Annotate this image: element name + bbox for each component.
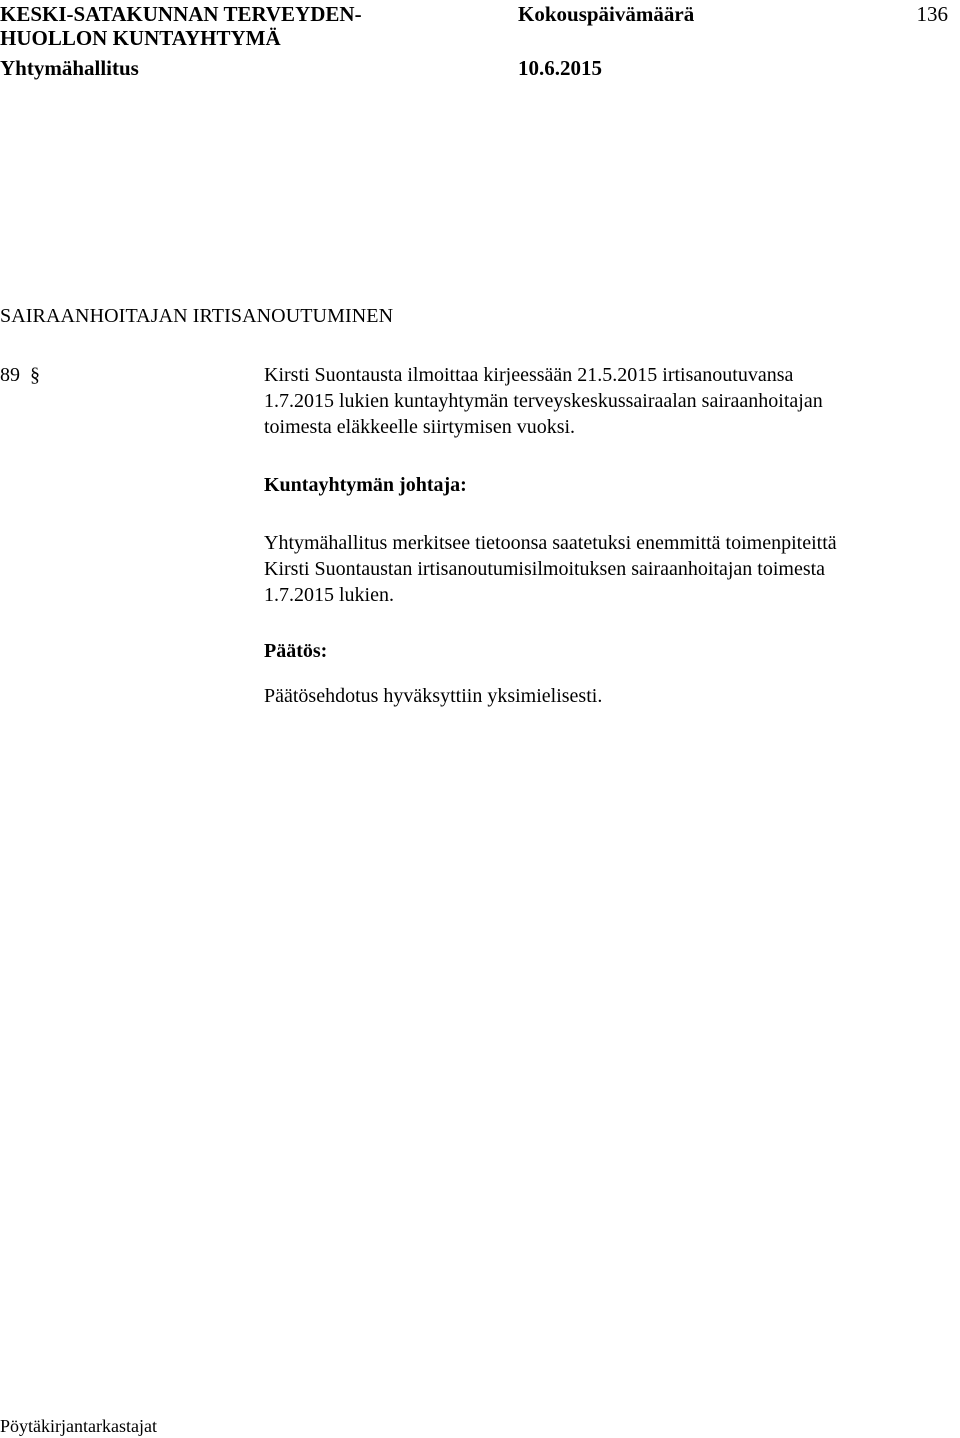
paragraph-line: Kirsti Suontausta ilmoittaa kirjeessään 21.5.2015 irtisanoutuvansa: [264, 364, 794, 386]
proposal-heading: Kuntayhtymän johtaja:: [264, 474, 467, 496]
section-paragraph: [264, 362, 823, 440]
decision-text: Päätösehdotus hyväksyttiin yksimielisesti.: [264, 685, 603, 707]
paragraph-line: Yhtymähallitus merkitsee tietoonsa saatetuksi enemmittä toimenpiteittä: [264, 532, 837, 554]
organization-name-line-1: KESKI-SATAKUNNAN TERVEYDEN-: [0, 2, 362, 26]
paragraph-line: toimesta eläkkeelle siirtymisen vuoksi.: [264, 416, 576, 438]
paragraph-line: Kirsti Suontaustan irtisanoutumisilmoituksen sairaanhoitajan toimesta: [264, 558, 826, 580]
section-sign: §: [30, 364, 40, 386]
section-number: 89: [0, 364, 20, 386]
governing-body-name: Yhtymähallitus: [0, 56, 139, 80]
decision-heading: Päätös:: [264, 640, 328, 662]
proposal-paragraph: [264, 530, 837, 608]
organization-name: [0, 2, 362, 50]
section-title: SAIRAANHOITAJAN IRTISANOUTUMINEN: [0, 305, 394, 327]
page-number: 136: [916, 2, 948, 26]
minutes-checkers-label: Pöytäkirjantarkastajat: [0, 1416, 157, 1436]
paragraph-line: 1.7.2015 lukien kuntayhtymän terveyskeskussairaalan sairaanhoitajan: [264, 390, 823, 412]
organization-name-line-2: HUOLLON KUNTAYHTYMÄ: [0, 26, 281, 50]
meeting-date-label: Kokouspäivämäärä: [518, 2, 695, 26]
meeting-date: 10.6.2015: [518, 56, 602, 80]
paragraph-line: 1.7.2015 lukien.: [264, 584, 394, 606]
